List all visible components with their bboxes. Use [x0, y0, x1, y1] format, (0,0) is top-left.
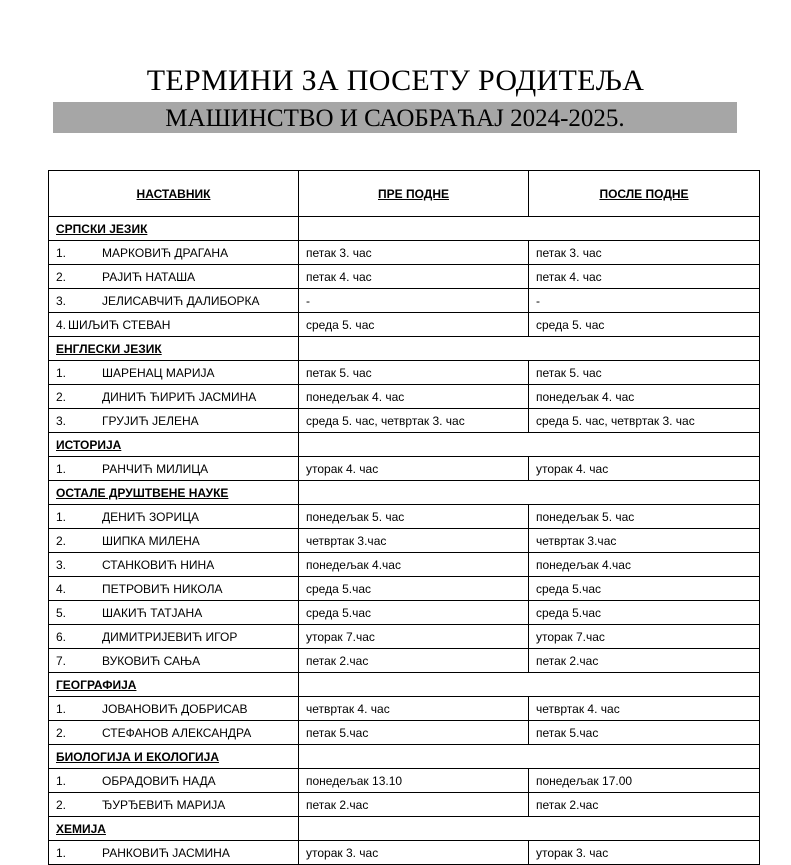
teacher-name: ДИМИТРИЈЕВИЋ ИГОР [102, 629, 238, 644]
afternoon-cell: петак 2.час [529, 649, 760, 673]
section-name: БИОЛОГИЈА И ЕКОЛОГИЈА [49, 745, 299, 769]
section-row [49, 673, 760, 697]
afternoon-cell: петак 3. час [529, 241, 760, 265]
teacher-name: ГРУЈИЋ ЈЕЛЕНА [102, 413, 199, 428]
teacher-name: СТЕФАНОВ АЛЕКСАНДРА [102, 725, 252, 740]
row-number: 7. [56, 653, 67, 668]
teacher-cell [49, 841, 299, 865]
table-row [49, 721, 760, 745]
teacher-name: ВУКОВИЋ САЊА [102, 653, 201, 668]
row-number: 2. [56, 269, 67, 284]
morning-cell: четвртак 4. час [299, 697, 529, 721]
morning-cell: уторак 7.час [299, 625, 529, 649]
morning-cell: понедељак 13.10 [299, 769, 529, 793]
row-number: 5. [56, 605, 67, 620]
morning-cell: понедељак 4.час [299, 553, 529, 577]
teacher-cell [49, 793, 299, 817]
afternoon-cell: уторак 7.час [529, 625, 760, 649]
table-row [49, 577, 760, 601]
table-row [49, 385, 760, 409]
teacher-name: РАНЧИЋ МИЛИЦА [102, 461, 209, 476]
section-row [49, 481, 760, 505]
teacher-name: ШАРЕНАЦ МАРИЈА [102, 365, 215, 380]
afternoon-cell: понедељак 4. час [529, 385, 760, 409]
afternoon-cell: среда 5.час [529, 601, 760, 625]
table-row [49, 793, 760, 817]
row-number: 1. [56, 509, 67, 524]
table-row [49, 289, 760, 313]
afternoon-cell: уторак 4. час [529, 457, 760, 481]
teacher-cell [49, 457, 299, 481]
teacher-name: ДЕНИЋ ЗОРИЦА [102, 509, 199, 524]
table-row [49, 265, 760, 289]
afternoon-cell: четвртак 3.час [529, 529, 760, 553]
morning-cell: среда 5. час, четвртак 3. час [299, 409, 529, 433]
teacher-cell [49, 289, 299, 313]
table-row [49, 649, 760, 673]
teacher-name: МАРКОВИЋ ДРАГАНА [102, 245, 229, 260]
teacher-name: РАНКОВИЋ ЈАСМИНА [102, 845, 230, 860]
teacher-cell [49, 625, 299, 649]
afternoon-cell: - [529, 289, 760, 313]
teacher-cell [49, 769, 299, 793]
teacher-name: РАЈИЋ НАТАША [102, 269, 196, 284]
teacher-cell [49, 361, 299, 385]
teacher-cell [49, 409, 299, 433]
section-name: СРПСКИ ЈЕЗИК [49, 217, 299, 241]
row-number: 6. [56, 629, 67, 644]
morning-cell: четвртак 3.час [299, 529, 529, 553]
table-row [49, 409, 760, 433]
afternoon-cell: понедељак 17.00 [529, 769, 760, 793]
teacher-cell [49, 265, 299, 289]
section-name: ГЕОГРАФИЈА [49, 673, 299, 697]
teacher-name: ДИНИЋ ЋИРИЋ ЈАСМИНА [102, 389, 257, 404]
afternoon-cell: понедељак 5. час [529, 505, 760, 529]
afternoon-cell: среда 5. час [529, 313, 760, 337]
teacher-cell [49, 505, 299, 529]
teacher-name: ШИЉИЋ СТЕВАН [68, 317, 171, 332]
afternoon-cell: уторак 3. час [529, 841, 760, 865]
section-name: ХЕМИЈА [49, 817, 299, 841]
table-row [49, 697, 760, 721]
table-row [49, 361, 760, 385]
teacher-cell [49, 577, 299, 601]
afternoon-cell: петак 4. час [529, 265, 760, 289]
teacher-cell [49, 529, 299, 553]
row-number: 1. [56, 845, 67, 860]
morning-cell: среда 5.час [299, 577, 529, 601]
morning-cell: петак 2.час [299, 793, 529, 817]
section-row [49, 337, 760, 361]
morning-cell: петак 3. час [299, 241, 529, 265]
teacher-cell [49, 553, 299, 577]
table-row [49, 313, 760, 337]
afternoon-cell: понедељак 4.час [529, 553, 760, 577]
morning-cell: среда 5. час [299, 313, 529, 337]
section-name: ЕНГЛЕСКИ ЈЕЗИК [49, 337, 299, 361]
morning-cell: петак 4. час [299, 265, 529, 289]
morning-cell: понедељак 4. час [299, 385, 529, 409]
row-number: 1. [56, 245, 67, 260]
row-number: 4. [56, 581, 67, 596]
morning-cell: петак 2.час [299, 649, 529, 673]
teacher-cell [49, 601, 299, 625]
teacher-cell [49, 313, 299, 337]
table-row [49, 769, 760, 793]
teacher-cell [49, 721, 299, 745]
row-number: 2. [56, 533, 67, 548]
row-number: 4. [56, 317, 67, 332]
row-number: 3. [56, 557, 67, 572]
document-title: ТЕРМИНИ ЗА ПОСЕТУ РОДИТЕЉА [146, 64, 645, 97]
morning-cell: уторак 3. час [299, 841, 529, 865]
section-row [49, 745, 760, 769]
table-row [49, 601, 760, 625]
morning-cell: понедељак 5. час [299, 505, 529, 529]
section-row [49, 817, 760, 841]
row-number: 2. [56, 725, 67, 740]
teacher-name: ЂУРЂЕВИЋ МАРИЈА [102, 797, 226, 812]
teacher-name: ЈЕЛИСАВЧИЋ ДАЛИБОРКА [102, 293, 260, 308]
afternoon-cell: петак 5. час [529, 361, 760, 385]
teacher-name: ШИПКА МИЛЕНА [102, 533, 200, 548]
table-row [49, 529, 760, 553]
table-row [49, 841, 760, 865]
afternoon-cell: среда 5.час [529, 577, 760, 601]
row-number: 2. [56, 389, 67, 404]
table-header-row [49, 171, 760, 217]
morning-cell: петак 5.час [299, 721, 529, 745]
morning-cell: уторак 4. час [299, 457, 529, 481]
document-subtitle: МАШИНСТВО И САОБРАЋАЈ 2024-2025. [53, 102, 737, 133]
header-morning: ПРЕ ПОДНЕ [299, 171, 529, 217]
morning-cell: среда 5.час [299, 601, 529, 625]
table-row [49, 457, 760, 481]
section-row [49, 217, 760, 241]
row-number: 1. [56, 701, 67, 716]
row-number: 3. [56, 413, 67, 428]
row-number: 1. [56, 773, 67, 788]
section-row [49, 433, 760, 457]
teacher-cell [49, 241, 299, 265]
morning-cell: - [299, 289, 529, 313]
schedule-table [48, 170, 760, 865]
teacher-name: ОБРАДОВИЋ НАДА [102, 773, 216, 788]
row-number: 1. [56, 365, 67, 380]
table-row [49, 553, 760, 577]
row-number: 3. [56, 293, 67, 308]
afternoon-cell: петак 2.час [529, 793, 760, 817]
teacher-name: ЈОВАНОВИЋ ДОБРИСАВ [102, 701, 248, 716]
teacher-name: ПЕТРОВИЋ НИКОЛА [102, 581, 223, 596]
afternoon-cell: среда 5. час, четвртак 3. час [529, 409, 760, 433]
teacher-cell [49, 649, 299, 673]
teacher-name: ШАКИЋ ТАТЈАНА [102, 605, 203, 620]
table-row [49, 625, 760, 649]
header-teacher: НАСТАВНИК [49, 171, 299, 217]
teacher-cell [49, 385, 299, 409]
teacher-name: СТАНКОВИЋ НИНА [102, 557, 215, 572]
section-name: ИСТОРИЈА [49, 433, 299, 457]
section-name: ОСТАЛЕ ДРУШТВЕНЕ НАУКЕ [49, 481, 299, 505]
header-afternoon: ПОСЛЕ ПОДНЕ [529, 171, 760, 217]
afternoon-cell: четвртак 4. час [529, 697, 760, 721]
teacher-cell [49, 697, 299, 721]
table-row [49, 241, 760, 265]
table-row [49, 505, 760, 529]
row-number: 1. [56, 461, 67, 476]
row-number: 2. [56, 797, 67, 812]
afternoon-cell: петак 5.час [529, 721, 760, 745]
morning-cell: петак 5. час [299, 361, 529, 385]
